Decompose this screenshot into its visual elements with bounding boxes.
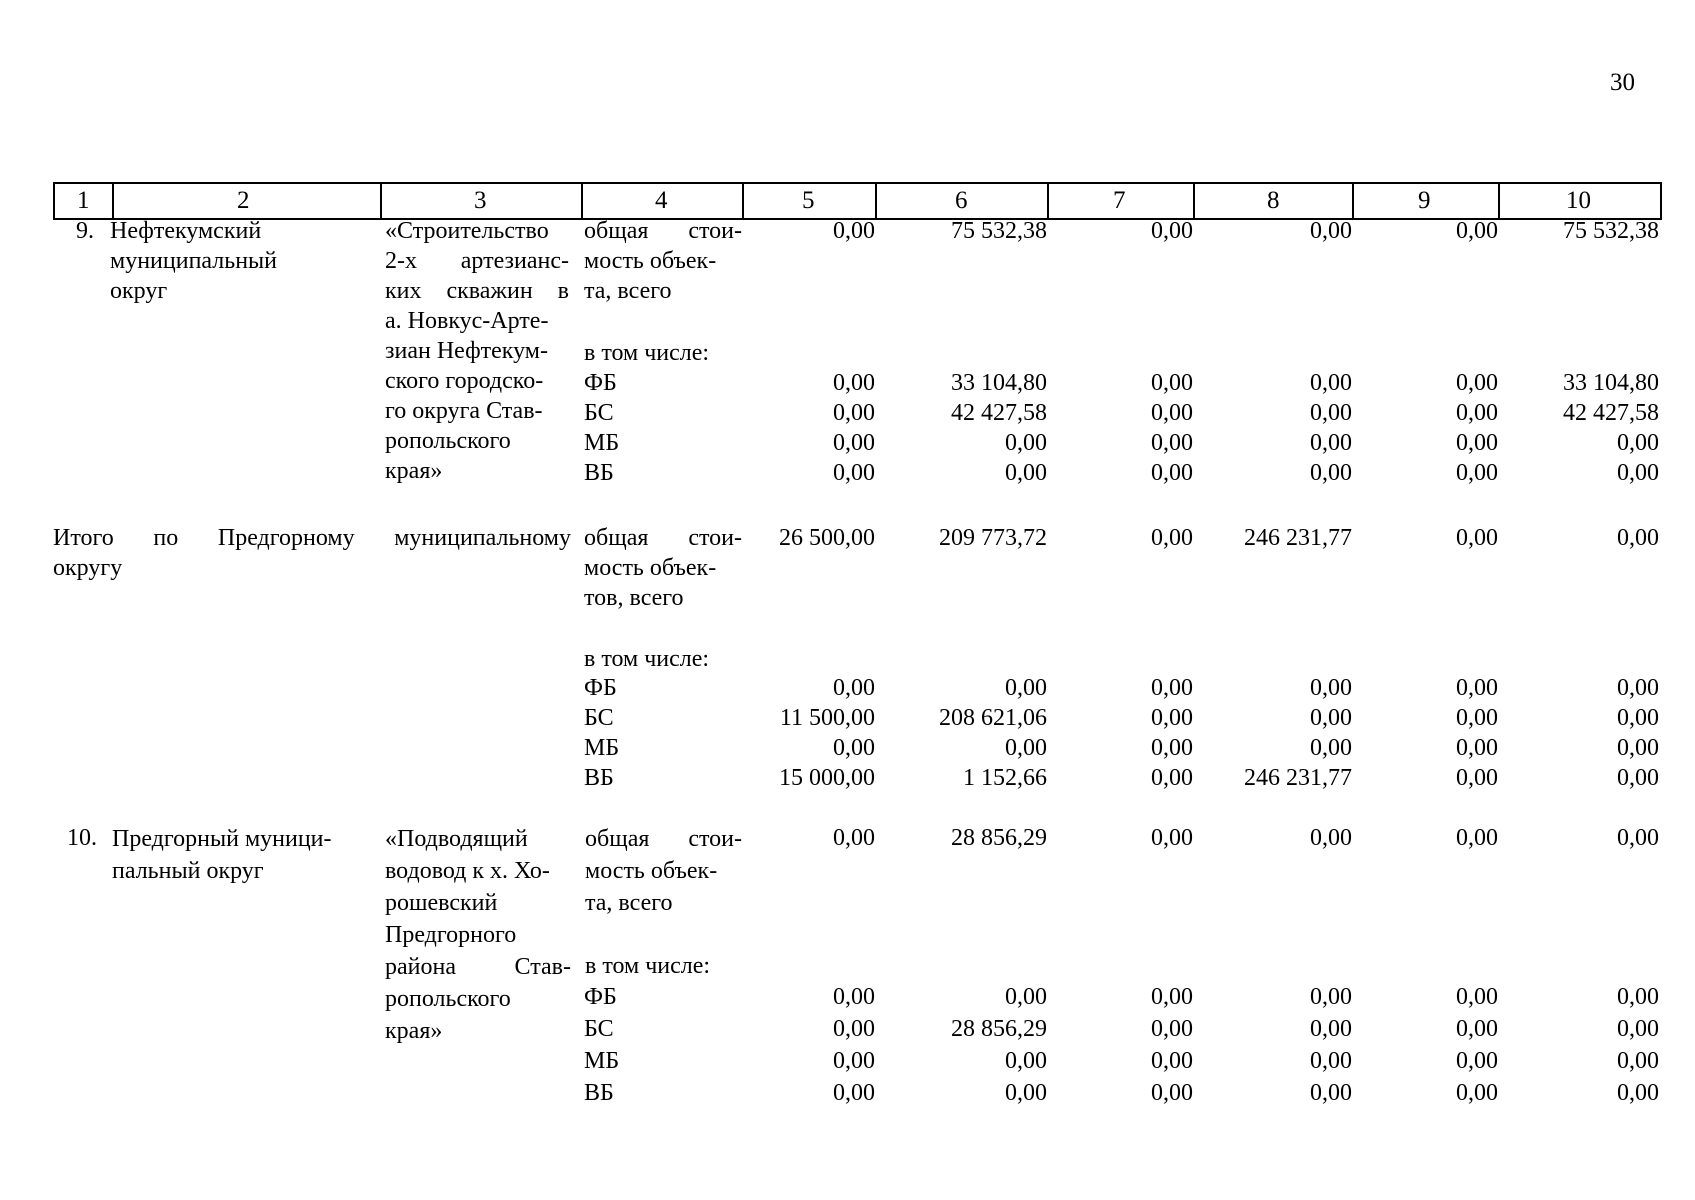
value-cell: 0,00 [1151, 675, 1193, 701]
value-cell: 33 104,80 [951, 370, 1047, 396]
total-value-cell: 0,00 [1151, 525, 1193, 551]
value-cell: 0,00 [1310, 705, 1352, 731]
value-cell: 0,00 [1005, 1080, 1047, 1106]
total-value-cell: 0,00 [833, 218, 875, 244]
total-value-cell: 0,00 [1310, 218, 1352, 244]
value-cell: 0,00 [833, 1016, 875, 1042]
total-value-cell: 0,00 [1456, 825, 1498, 851]
value-cell: 1 152,66 [963, 765, 1047, 791]
value-cell: 0,00 [1456, 705, 1498, 731]
value-cell: 0,00 [1456, 735, 1498, 761]
value-cell: 0,00 [1617, 675, 1659, 701]
total-value-cell: 0,00 [1151, 825, 1193, 851]
budget-label-mb: МБ [584, 430, 620, 456]
total-value-cell: 0,00 [1456, 218, 1498, 244]
district-name: Предгорный муници- пальный округ [112, 826, 332, 884]
value-cell: 0,00 [1005, 675, 1047, 701]
value-cell: 28 856,29 [951, 1016, 1047, 1042]
value-cell: 0,00 [1617, 735, 1659, 761]
total-value-cell: 75 532,38 [1563, 218, 1659, 244]
value-cell: 0,00 [1310, 1080, 1352, 1106]
header-cell-10: 10 [1500, 182, 1662, 220]
total-value-cell: 0,00 [1617, 825, 1659, 851]
row-number: 10. [67, 825, 97, 851]
district-name: Нефтекумский муниципальный округ [110, 218, 278, 304]
budget-label-mb: МБ [584, 1048, 620, 1074]
value-cell: 0,00 [1310, 1048, 1352, 1074]
value-cell: 0,00 [1456, 460, 1498, 486]
budget-label-bs: БС [584, 400, 614, 426]
budget-label-vb: ВБ [584, 1080, 614, 1106]
value-cell: 0,00 [1310, 984, 1352, 1010]
page-number: 30 [1610, 69, 1635, 96]
value-cell: 42 427,58 [1563, 400, 1659, 426]
value-cell: 0,00 [1310, 735, 1352, 761]
header-cell-6: 6 [877, 182, 1049, 220]
budget-label-bs: БС [584, 705, 614, 731]
value-cell: 0,00 [1310, 675, 1352, 701]
value-cell: 246 231,77 [1244, 765, 1352, 791]
including-label: в том числе: [584, 340, 710, 366]
value-cell: 0,00 [1151, 984, 1193, 1010]
value-cell: 42 427,58 [951, 400, 1047, 426]
value-cell: 0,00 [833, 1048, 875, 1074]
value-cell: 15 000,00 [779, 765, 875, 791]
value-cell: 0,00 [1151, 430, 1193, 456]
total-value-cell: 0,00 [1456, 525, 1498, 551]
value-cell: 0,00 [1617, 984, 1659, 1010]
value-cell: 0,00 [1005, 735, 1047, 761]
project-name: «Строительство 2-х артезианс- ких скважин в а. Новкус-Арте- зиан Нефтекум- ского городско- го округа Став- ропольского края» [385, 218, 569, 484]
value-cell: 0,00 [1456, 1016, 1498, 1042]
value-cell: 0,00 [1151, 370, 1193, 396]
total-value-cell: 209 773,72 [939, 525, 1047, 551]
value-cell: 0,00 [833, 984, 875, 1010]
total-value-cell: 0,00 [1310, 825, 1352, 851]
including-label: в том числе: [584, 646, 710, 672]
value-cell: 0,00 [1456, 430, 1498, 456]
header-cell-7: 7 [1049, 182, 1195, 220]
header-cell-2: 2 [112, 182, 382, 220]
value-cell: 0,00 [1617, 765, 1659, 791]
value-cell: 0,00 [1617, 705, 1659, 731]
total-value-cell: 0,00 [1151, 218, 1193, 244]
value-cell: 0,00 [1310, 1016, 1352, 1042]
value-cell: 0,00 [1151, 400, 1193, 426]
total-cost-label: общая стои- мость объек- та, всего [585, 826, 742, 916]
value-cell: 0,00 [1617, 1016, 1659, 1042]
value-cell: 0,00 [1310, 400, 1352, 426]
value-cell: 0,00 [833, 460, 875, 486]
value-cell: 0,00 [833, 400, 875, 426]
value-cell: 0,00 [1151, 765, 1193, 791]
budget-label-fb: ФБ [584, 675, 617, 701]
value-cell: 0,00 [1617, 1080, 1659, 1106]
total-value-cell: 0,00 [1617, 525, 1659, 551]
value-cell: 0,00 [1005, 460, 1047, 486]
budget-label-vb: ВБ [584, 765, 614, 791]
header-cell-9: 9 [1354, 182, 1500, 220]
value-cell: 0,00 [833, 430, 875, 456]
total-value-cell: 246 231,77 [1244, 525, 1352, 551]
value-cell: 0,00 [1310, 430, 1352, 456]
header-cell-3: 3 [382, 182, 583, 220]
budget-label-fb: ФБ [584, 370, 617, 396]
budget-label-fb: ФБ [584, 984, 617, 1010]
total-value-cell: 26 500,00 [779, 525, 875, 551]
value-cell: 0,00 [1456, 400, 1498, 426]
value-cell: 0,00 [1617, 460, 1659, 486]
value-cell: 0,00 [1151, 1048, 1193, 1074]
total-cost-label: общая стои- мость объек- та, всего [584, 218, 742, 304]
value-cell: 208 621,06 [939, 705, 1047, 731]
value-cell: 0,00 [1456, 1048, 1498, 1074]
value-cell: 0,00 [1151, 735, 1193, 761]
value-cell: 0,00 [833, 1080, 875, 1106]
total-cost-label: общая стои- мость объек- тов, всего [584, 525, 742, 611]
value-cell: 11 500,00 [779, 705, 875, 731]
budget-label-mb: МБ [584, 735, 620, 761]
header-cell-5: 5 [744, 182, 877, 220]
project-name: «Подводящий водовод к х. Хо- рошевский Предгорного района Став- ропольского края» [385, 826, 571, 1044]
value-cell: 0,00 [833, 735, 875, 761]
value-cell: 0,00 [1456, 765, 1498, 791]
header-cell-1: 1 [53, 182, 114, 220]
budget-label-vb: ВБ [584, 460, 614, 486]
value-cell: 0,00 [1005, 430, 1047, 456]
value-cell: 0,00 [1151, 1016, 1193, 1042]
value-cell: 0,00 [1151, 705, 1193, 731]
summary-label: Итого по Предгорному муниципальному округу [53, 525, 571, 581]
value-cell: 0,00 [1310, 370, 1352, 396]
value-cell: 0,00 [1456, 1080, 1498, 1106]
value-cell: 0,00 [1151, 460, 1193, 486]
value-cell: 0,00 [833, 370, 875, 396]
value-cell: 0,00 [1617, 430, 1659, 456]
header-cell-8: 8 [1195, 182, 1354, 220]
value-cell: 0,00 [1151, 1080, 1193, 1106]
row-number: 9. [76, 218, 94, 244]
value-cell: 0,00 [1456, 370, 1498, 396]
value-cell: 0,00 [1005, 1048, 1047, 1074]
value-cell: 0,00 [1456, 984, 1498, 1010]
value-cell: 0,00 [1456, 675, 1498, 701]
total-value-cell: 75 532,38 [951, 218, 1047, 244]
value-cell: 33 104,80 [1563, 370, 1659, 396]
total-value-cell: 28 856,29 [951, 825, 1047, 851]
budget-label-bs: БС [584, 1016, 614, 1042]
value-cell: 0,00 [1617, 1048, 1659, 1074]
header-cell-4: 4 [583, 182, 744, 220]
including-label: в том числе: [585, 953, 711, 979]
value-cell: 0,00 [1005, 984, 1047, 1010]
value-cell: 0,00 [1310, 460, 1352, 486]
value-cell: 0,00 [833, 675, 875, 701]
total-value-cell: 0,00 [833, 825, 875, 851]
